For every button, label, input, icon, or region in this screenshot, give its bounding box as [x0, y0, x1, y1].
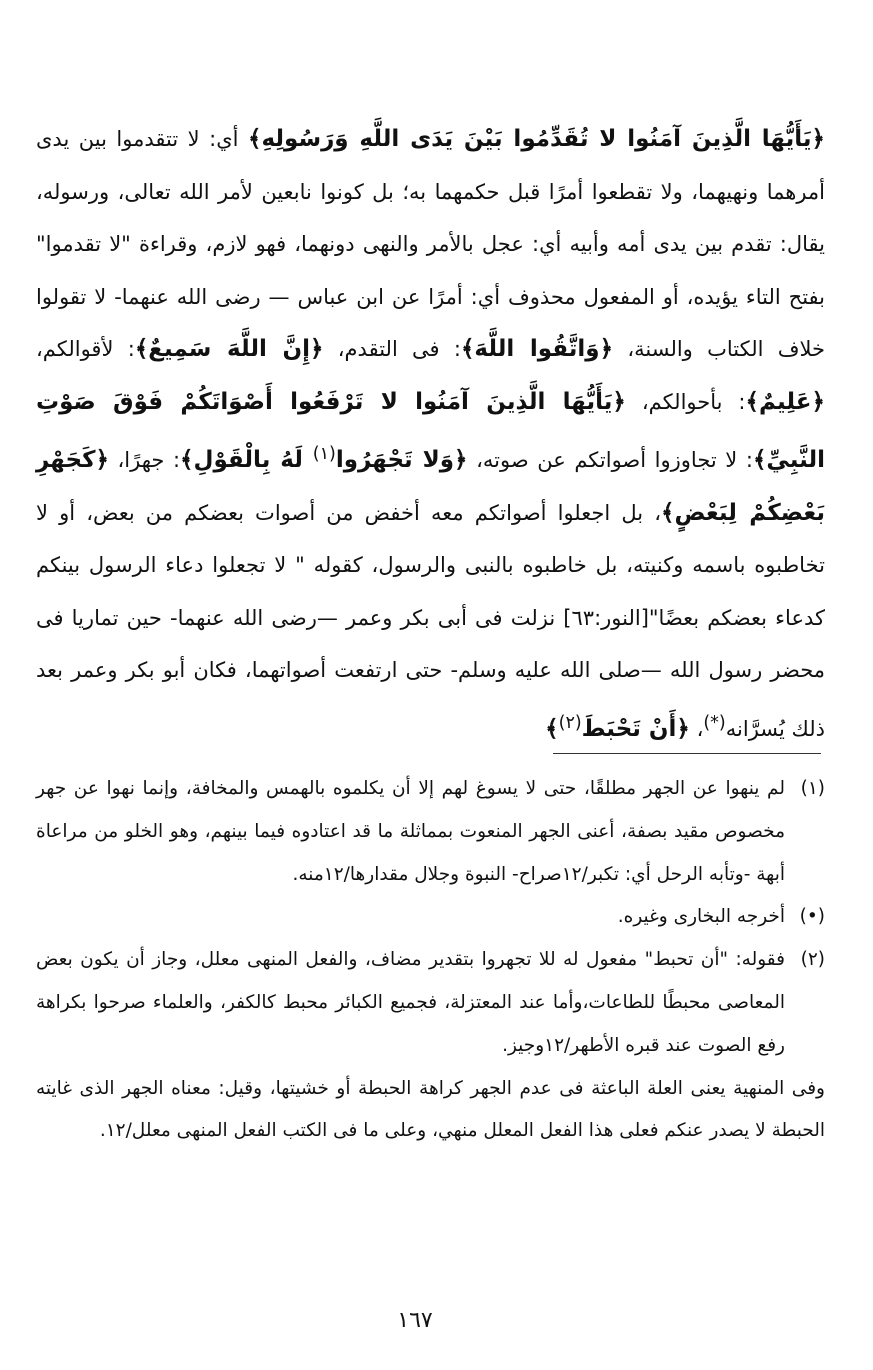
commentary-text: : لأقوالكم،: [36, 337, 135, 361]
footnote-text: أخرجه البخارى وغيره.: [617, 906, 785, 928]
commentary-text: : لا تجاوزوا أصواتكم عن صوته،: [467, 448, 753, 472]
footnote-text: لم ينهوا عن الجهر مطلقًا، حتى لا يسوغ لهم إلا أن يكلموه بالهمس والمخافة، وإنما نهوا عن جهر مخصوص مقيد بصفة، أعنى الجهر المنعوت بمماثلة ما قد اعتادوه فيما بينهم، وهو الخلو من مراعاة أبهة -وتأبه الرحل أي: تكبر/١٢صراح- النبوة وجلال مقدارها/١٢منه.: [36, 778, 785, 885]
footnote-2: [36, 939, 825, 1067]
footnote-asterisk: [36, 896, 825, 939]
footnote-text: وفى المنهية يعنى العلة الباعثة فى عدم الجهر كراهة الحبطة أو خشيتها، وقيل: معناه الجهر الذى غايته الحبطة لا يصدر عنكم فعلى هذا الفعل المعلل منهي، وعلى ما فى الكتب الفعل المنهى معلل/١٢.: [36, 1077, 825, 1142]
quran-verse: ﴿وَاتَّقُوا اللَّهَ﴾: [460, 336, 614, 362]
footnote-ref[interactable]: (١): [312, 444, 336, 464]
footnote-1: [36, 768, 825, 896]
footnote-divider: [553, 753, 821, 754]
footnote-ref[interactable]: (*): [703, 712, 726, 733]
footnote-marker: (١): [800, 778, 825, 799]
commentary-text: : فى التقدم،: [323, 337, 461, 361]
commentary-text: ، بل اجعلوا أصواتكم معه أخفض من أصوات بعضكم من بعض، أو لا تخاطبوه باسمه وكنيته، بل خاطبوه بالنبى والرسول، كقوله " لا تجعلوا دعاء الرسول بينكم كدعاء بعضكم بعضًا"[النور:٦٣] نزلت فى أبى بكر وعمر —رضى الله عنهما- حين تماريا فى محضر رسول الله —صلى الله عليه وسلم- حتى ارتفعت أصواتهما، فكان أبو بكر وعمر بعد ذلك يُسرَّانه: [36, 500, 825, 741]
commentary-text: أي: لا تتقدموا بين يدى أمرهما ونهيهما، ولا تقطعوا أمرًا قبل حكمهما به؛ بل كونوا نابعين لأمر الله تعالى، ورسوله، يقال: تقدم بين يدى أمه وأبيه أي: عجل بالأمر والنهى دونهما، فهو لازم، وقراءة "لا تقدموا" بفتح التاء يؤيده، أو المفعول محذوف أي: أمرًا عن ابن عباس — رضى الله عنهما- لا تقولوا خلاف الكتاب والسنة،: [36, 127, 825, 361]
footnote-marker: (•): [799, 906, 825, 928]
footnote-marker: (٢): [800, 949, 825, 971]
footnote-text: فقوله: "أن تحبط" مفعول له للا تجهروا بتقدير مضاف، والفعل المنهى معلل، وجاز أن يكون بعض المعاصى محبطًا للطاعات،وأما عند المعتزلة، فجميع الكبائر محبط كالكفر، والعلماء صرحوا بكراهة رفع الصوت عند قبره الأطهر/١٢وجيز.: [36, 949, 785, 1056]
main-text-block: [36, 113, 825, 755]
footnote-ref[interactable]: (٢): [558, 712, 582, 733]
quran-verse: ﴿عَلِيمٌ﴾: [745, 388, 825, 415]
quran-verse: ﴿إِنَّ اللَّهَ سَمِيعٌ﴾: [134, 336, 324, 362]
commentary-text: : بأحوالكم،: [625, 389, 746, 414]
footnote-2-continuation: [36, 1068, 825, 1154]
quran-verse: ﴾: [545, 715, 559, 742]
page-number: ١٦٧: [397, 1308, 433, 1333]
footnotes-section: [36, 768, 825, 1153]
commentary-text: : جهرًا،: [108, 448, 181, 472]
quran-verse: ﴿كَجَهْرِ بَعْضِكُمْ لِبَعْضٍ﴾: [36, 447, 825, 526]
quran-verse: ﴿وَلا تَجْهَرُوا: [335, 447, 468, 473]
quran-verse: ﴿يَأَيُّهَا الَّذِينَ آمَنُوا لا تَرْفَعُوا أَصْوَاتَكُمْ فَوْقَ صَوْتِ النَّبِيِّ﴾: [36, 388, 825, 473]
quran-verse: ﴿أَنْ تَحْبَطَ: [581, 715, 690, 742]
quran-verse: لَهُ بِالْقَوْلِ﴾: [180, 447, 313, 473]
quran-verse: ﴿يَأَيُّهَا الَّذِينَ آمَنُوا لا تُقَدِّمُوا بَيْنَ يَدَى اللَّهِ وَرَسُولِهِ﴾: [247, 126, 825, 152]
commentary-text: ،: [689, 716, 704, 741]
